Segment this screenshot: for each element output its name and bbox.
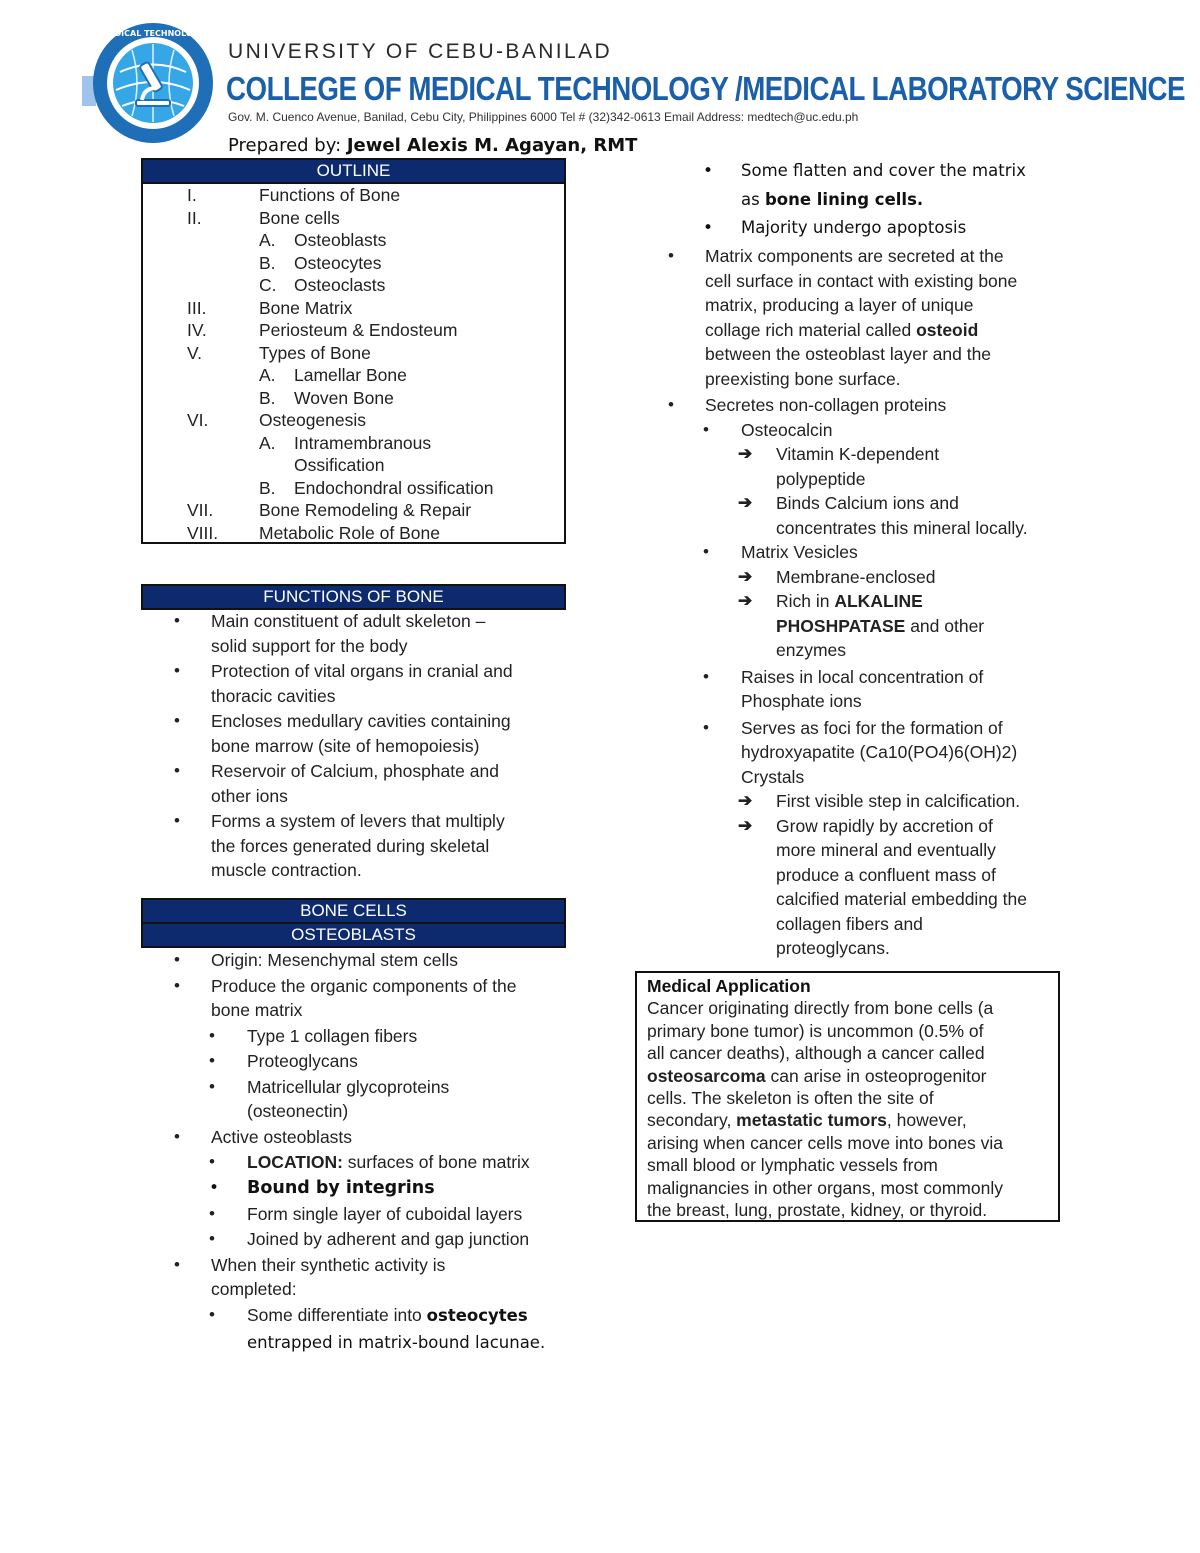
outline-text: Bone Matrix bbox=[259, 297, 353, 318]
line: Matricellular glycoproteins bbox=[247, 1076, 450, 1097]
outline-sub-letter: A. bbox=[259, 432, 276, 453]
outline-item bbox=[143, 252, 564, 275]
line: enzymes bbox=[776, 640, 847, 660]
term: osteosarcoma bbox=[647, 1065, 766, 1086]
term: osteoid bbox=[916, 319, 979, 340]
line: collagen fibers and bbox=[776, 913, 923, 934]
university-seal-logo bbox=[92, 22, 214, 144]
list-item bbox=[141, 709, 581, 758]
outline-item bbox=[143, 409, 564, 432]
line: matrix, producing a layer of unique bbox=[705, 295, 974, 315]
list-item: • Active osteoblasts bbox=[141, 1125, 581, 1150]
outline-item bbox=[143, 229, 564, 252]
outline-text: Woven Bone bbox=[294, 387, 394, 408]
logo-lettering: MEDICAL TECHNOLOGY bbox=[101, 29, 205, 38]
list-item: • Type 1 collagen fibers bbox=[141, 1024, 581, 1049]
outline-number: VII. bbox=[187, 500, 214, 520]
list-item bbox=[141, 809, 581, 883]
outline-sub-letter: A. bbox=[259, 230, 276, 250]
location-value: surfaces of bone matrix bbox=[342, 1152, 530, 1172]
outline-number: IV. bbox=[187, 320, 207, 340]
outline-text: Lamellar Bone bbox=[294, 365, 407, 385]
list-item bbox=[141, 1075, 581, 1124]
arrow-item bbox=[635, 442, 1075, 491]
outline-item bbox=[143, 477, 564, 500]
line: concentrates this mineral locally. bbox=[776, 517, 1028, 538]
line: secondary, bbox=[647, 1110, 737, 1131]
line: Encloses medullary cavities containing bbox=[211, 711, 511, 731]
outline-item bbox=[143, 454, 564, 477]
line: Binds Calcium ions and bbox=[776, 493, 959, 513]
outline-text: Metabolic Role of Bone bbox=[259, 522, 440, 543]
list-item bbox=[141, 1303, 581, 1358]
line: When their synthetic activity is bbox=[211, 1254, 446, 1275]
outline-item bbox=[143, 274, 564, 297]
list-item bbox=[141, 659, 581, 708]
list-item bbox=[635, 244, 1075, 391]
line: polypeptide bbox=[776, 468, 866, 489]
outline-item bbox=[143, 297, 564, 320]
outline-text: Osteoblasts bbox=[294, 230, 387, 250]
line: primary bone tumor) is uncommon (0.5% of bbox=[647, 1020, 984, 1041]
term: metastatic tumors bbox=[736, 1110, 887, 1131]
line: Rich in bbox=[776, 591, 835, 611]
list-item bbox=[141, 1253, 581, 1302]
outline-item bbox=[143, 387, 564, 410]
line: cells. The skeleton is often the site of bbox=[647, 1088, 934, 1109]
outline-text: Ossification bbox=[294, 455, 385, 475]
line: Bound by integrins bbox=[247, 1177, 435, 1198]
list-item: • Proteoglycans bbox=[141, 1049, 581, 1074]
line: other ions bbox=[211, 785, 288, 806]
medical-application-box bbox=[635, 971, 1060, 1222]
outline-text: Osteoclasts bbox=[294, 275, 386, 295]
line: entrapped in matrix-bound lacunae. bbox=[247, 1332, 546, 1352]
university-name: UNIVERSITY OF CEBU-BANILAD bbox=[228, 40, 613, 63]
line bbox=[647, 1065, 1048, 1087]
osteoblast-fate-list bbox=[635, 157, 1075, 243]
line: more mineral and eventually bbox=[776, 840, 996, 860]
outline-sub-letter: C. bbox=[259, 275, 277, 295]
list-item: • Majority undergo apoptosis bbox=[635, 214, 1075, 243]
line: calcified material embedding the bbox=[776, 889, 1027, 909]
term: ALKALINE bbox=[834, 591, 923, 611]
line: all cancer deaths), although a cancer called bbox=[647, 1043, 985, 1064]
term: bone lining cells. bbox=[764, 189, 924, 209]
list-item bbox=[141, 1150, 581, 1175]
line: Forms a system of levers that multiply bbox=[211, 811, 505, 831]
outline-item bbox=[143, 499, 564, 522]
line: solid support for the body bbox=[211, 635, 408, 656]
outline-text: Bone Remodeling & Repair bbox=[259, 500, 472, 520]
list-item: • Matrix Vesicles bbox=[635, 540, 1075, 565]
list-item: • Origin: Mesenchymal stem cells bbox=[141, 948, 581, 973]
line: Serves as foci for the formation of bbox=[741, 717, 1003, 738]
line: can arise in osteoprogenitor bbox=[765, 1065, 987, 1086]
osteoblasts-list bbox=[141, 948, 581, 1358]
line: preexisting bone surface. bbox=[705, 368, 901, 389]
outline-text: Periosteum & Endosteum bbox=[259, 320, 458, 340]
contact-address: Gov. M. Cuenco Avenue, Banilad, Cebu City, Philippines 6000 Tel # (32)342-0613 Email Address: medtech@uc.edu.ph bbox=[228, 110, 859, 124]
term: PHOSHPATASE bbox=[776, 615, 906, 636]
bone-cells-heading-block bbox=[141, 898, 566, 948]
line: muscle contraction. bbox=[211, 860, 362, 880]
line: and other bbox=[905, 615, 985, 636]
college-name: COLLEGE OF MEDICAL TECHNOLOGY /MEDICAL LABORATORY SCIENCE bbox=[226, 70, 1185, 107]
outline-item bbox=[143, 184, 564, 207]
line: Reservoir of Calcium, phosphate and bbox=[211, 761, 499, 781]
outline-item bbox=[143, 342, 564, 365]
outline-item bbox=[143, 319, 564, 342]
line: (osteonectin) bbox=[247, 1101, 349, 1121]
list-item bbox=[141, 759, 581, 808]
functions-heading: FUNCTIONS OF BONE bbox=[141, 584, 566, 610]
line: Produce the organic components of the bbox=[211, 975, 517, 996]
line: hydroxyapatite (Ca10(PO4)6(OH)2) bbox=[741, 742, 1018, 762]
outline-text: Osteogenesis bbox=[259, 410, 367, 430]
list-item bbox=[635, 665, 1075, 714]
outline-list bbox=[143, 184, 564, 544]
list-item: • Form single layer of cuboidal layers bbox=[141, 1202, 581, 1227]
arrow-item bbox=[635, 589, 1075, 663]
line: small blood or lymphatic vessels from bbox=[647, 1155, 938, 1176]
osteoblasts-heading: OSTEOBLASTS bbox=[143, 924, 564, 946]
outline-item bbox=[143, 522, 564, 545]
outline-number: VI. bbox=[187, 410, 209, 430]
outline-number: II. bbox=[187, 207, 202, 228]
prepared-label: Prepared by: bbox=[228, 135, 347, 156]
line: Matrix components are secreted at the bbox=[705, 246, 1004, 266]
line: proteoglycans. bbox=[776, 938, 890, 958]
line: Some flatten and cover the matrix bbox=[741, 161, 1026, 180]
arrow-item: ➔ Membrane-enclosed bbox=[635, 565, 1075, 590]
outline-text: Osteocytes bbox=[294, 252, 382, 273]
line: Crystals bbox=[741, 766, 805, 787]
line: Cancer originating directly from bone cells (a bbox=[647, 998, 994, 1019]
list-item: • Secretes non-collagen proteins bbox=[635, 393, 1075, 418]
arrow-item bbox=[635, 491, 1075, 540]
line: cell surface in contact with existing bone bbox=[705, 270, 1018, 291]
list-item: • Joined by adherent and gap junction bbox=[141, 1227, 581, 1252]
line: produce a confluent mass of bbox=[776, 864, 996, 885]
line: collage rich material called bbox=[705, 319, 917, 340]
outline-title: OUTLINE bbox=[143, 160, 564, 184]
line: between the osteoblast layer and the bbox=[705, 344, 992, 364]
list-item bbox=[635, 157, 1075, 214]
line: arising when cancer cells move into bones via bbox=[647, 1132, 1004, 1153]
outline-number: III. bbox=[187, 297, 207, 318]
outline-item bbox=[143, 432, 564, 455]
outline-sub-letter: B. bbox=[259, 477, 276, 498]
outline-text: Bone cells bbox=[259, 207, 340, 228]
list-item bbox=[141, 1175, 581, 1201]
line: the breast, lung, prostate, kidney, or thyroid. bbox=[647, 1200, 988, 1221]
preparer-name: Jewel Alexis M. Agayan, RMT bbox=[346, 135, 638, 156]
outline-number: V. bbox=[187, 342, 202, 363]
outline-number: I. bbox=[187, 185, 197, 205]
line: malignancies in other organs, most commonly bbox=[647, 1177, 1003, 1198]
outline-text: Intramembranous bbox=[294, 432, 432, 453]
line: bone marrow (site of hemopoiesis) bbox=[211, 735, 480, 756]
line: Raises in local concentration of bbox=[741, 666, 984, 687]
list-item bbox=[141, 609, 581, 658]
arrow-item: ➔ First visible step in calcification. bbox=[635, 789, 1075, 814]
bone-cells-heading: BONE CELLS bbox=[143, 900, 564, 924]
list-item bbox=[635, 716, 1075, 790]
line: the forces generated during skeletal bbox=[211, 835, 490, 856]
list-item: • Osteocalcin bbox=[635, 418, 1075, 443]
outline-sub-letter: B. bbox=[259, 252, 276, 273]
line: Some differentiate into bbox=[247, 1304, 427, 1325]
outline-sub-letter: A. bbox=[259, 365, 276, 385]
line: Grow rapidly by accretion of bbox=[776, 815, 993, 836]
line: , however, bbox=[886, 1110, 967, 1131]
line: as bbox=[741, 189, 765, 209]
outline-text: Types of Bone bbox=[259, 342, 371, 363]
line: completed: bbox=[211, 1279, 297, 1299]
line: Main constituent of adult skeleton – bbox=[211, 611, 486, 631]
outline-item bbox=[143, 207, 564, 230]
list-item bbox=[141, 974, 581, 1023]
outline-item bbox=[143, 364, 564, 387]
functions-list bbox=[141, 609, 581, 883]
medical-application-title: Medical Application bbox=[647, 976, 811, 996]
line: thoracic cavities bbox=[211, 685, 336, 706]
arrow-item bbox=[635, 814, 1075, 961]
location-label: LOCATION: bbox=[247, 1152, 343, 1172]
outline-number: VIII. bbox=[187, 522, 219, 543]
matrix-list bbox=[635, 244, 1075, 961]
line: Protection of vital organs in cranial and bbox=[211, 661, 513, 681]
outline-box bbox=[141, 158, 566, 544]
term: osteocytes bbox=[426, 1305, 528, 1325]
outline-text: Functions of Bone bbox=[259, 185, 401, 205]
line: Phosphate ions bbox=[741, 691, 862, 711]
line bbox=[647, 1109, 1048, 1131]
outline-text: Endochondral ossification bbox=[294, 477, 494, 498]
line: Vitamin K-dependent bbox=[776, 444, 940, 464]
outline-sub-letter: B. bbox=[259, 387, 276, 408]
line: bone matrix bbox=[211, 1000, 303, 1020]
prepared-by bbox=[228, 135, 637, 157]
